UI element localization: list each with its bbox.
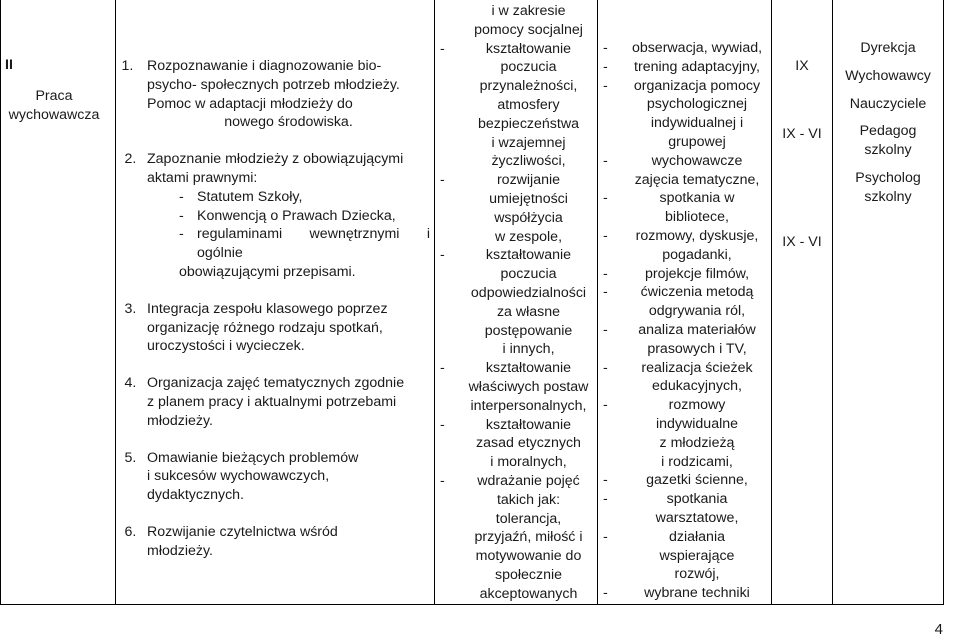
objective-line: młodzieży. <box>147 542 213 559</box>
form-line: - obserwacja, wywiad, <box>603 40 763 56</box>
objective-line: Zapoznanie młodzieży z obowiązującymi <box>147 151 404 168</box>
responsible-item: Pedagog szkolny <box>859 123 917 159</box>
objective-line: z planem pracy i aktualnymi potrzebami <box>147 393 397 410</box>
form-line: odgrywania ról, <box>648 303 746 320</box>
task-line: - wdrażanie pojęć <box>440 472 580 489</box>
form-line: - spotkania <box>603 491 728 508</box>
form-line: - ćwiczenia metodą <box>603 284 754 301</box>
tasks-cell <box>435 0 598 604</box>
tasks-intro-line: pomocy socjalnej <box>474 21 583 38</box>
section-title-line1: Praca <box>35 87 73 104</box>
page-number: 4 <box>934 621 943 639</box>
sub-item: Konwencją o Prawach Dziecka, <box>197 207 396 224</box>
task-line: i moralnych, <box>490 454 567 471</box>
form-line: bibliotece, <box>665 209 729 226</box>
objective-number: 6. <box>124 523 137 540</box>
responsible-item: Psycholog szkolny <box>855 169 921 205</box>
form-line: edukacyjnych, <box>652 378 742 395</box>
tasks-intro-line: i w zakresie <box>491 3 566 19</box>
sub-item: obowiązującymi przepisami. <box>179 263 356 280</box>
section-title-line2: wychowawcza <box>8 106 100 123</box>
term-3: IX - VI <box>782 233 822 250</box>
task-line: - kształtowanie <box>440 416 572 433</box>
objective-line: psycho- społecznych potrzeb młodzieży. <box>147 76 400 93</box>
responsible-item: Nauczyciele <box>849 95 927 112</box>
form-line: - rozmowy, dyskusje, <box>603 227 759 244</box>
responsible-item: Wychowawcy <box>845 67 931 84</box>
form-line: indywidualne <box>655 415 739 432</box>
responsible-cell <box>833 0 944 604</box>
form-line: - gazetki ścienne, <box>603 472 748 489</box>
form-line: warsztatowe, <box>655 509 739 526</box>
sub-item: regulaminami wewnętrznymi i ogólnie <box>197 226 430 262</box>
objective-line: dydaktycznych. <box>147 487 244 504</box>
objectives-cell <box>116 0 435 604</box>
form-line: - działania <box>603 528 725 545</box>
objective-number: 5. <box>124 449 137 466</box>
objective-line: organizację różnego rodzaju spotkań, <box>147 319 383 336</box>
task-line: społecznie <box>494 566 563 583</box>
objective-line: młodzieży. <box>147 412 213 429</box>
terms-cell <box>772 0 833 604</box>
form-line: grupowej <box>668 133 726 150</box>
objective-line: nowego środowiska. <box>224 114 353 131</box>
objective-2: 2. Zapoznanie młodzieży z obowiązującymi aktami prawnymi: - Statutem Szkoły, - Konwencją o Prawach Dziecka, - regulaminami wewnętrznymi i ogólnie obowiązującymi przepisami. <box>116 150 434 282</box>
task-line: motywowanie do <box>475 548 582 565</box>
responsible-item: Dyrekcja <box>860 40 916 56</box>
objective-4 <box>116 374 434 430</box>
term-1: IX <box>795 58 809 74</box>
task-line: właściwych postaw <box>468 378 589 395</box>
objective-line: Omawianie bieżących problemów <box>147 449 359 466</box>
task-line: poczucia <box>500 266 557 283</box>
form-line: i rodzicami, <box>661 453 733 470</box>
form-line: zajęcia tematyczne, <box>634 171 760 188</box>
task-line: życzliwości, <box>491 153 566 170</box>
task-line: zasad etycznych <box>476 435 581 452</box>
section-cell <box>1 0 116 604</box>
form-line: - realizacja ścieżek <box>603 359 753 376</box>
form-line: indywidualnej i <box>650 115 744 132</box>
objective-6 <box>116 523 434 561</box>
task-line: takich jak: <box>496 491 561 508</box>
objective-line: Organizacja zajęć tematycznych zgodnie <box>147 375 405 392</box>
form-line: prasowych i TV, <box>647 340 747 357</box>
task-line: i wzajemnej <box>491 134 566 151</box>
task-line: odpowiedzialności <box>470 284 587 301</box>
task-line: - kształtowanie <box>440 360 572 377</box>
task-line: postępowanie <box>484 322 573 339</box>
form-line: - projekcje filmów, <box>603 265 750 282</box>
objective-line: i sukcesów wychowawczych, <box>147 468 330 485</box>
form-line: wspierające <box>659 547 735 564</box>
form-line: - rozmowy <box>603 397 726 414</box>
task-line: akceptowanych <box>479 585 578 602</box>
form-line: - spotkania w <box>603 190 735 207</box>
task-line: - kształtowanie <box>440 247 572 264</box>
task-line: przyjaźń, miłość i <box>474 529 583 546</box>
objective-line: Rozpoznawanie i diagnozowanie bio- <box>147 58 382 74</box>
form-line: z młodzieżą <box>659 434 735 451</box>
objective-line: Rozwijanie czytelnictwa wśród <box>147 523 338 540</box>
form-line: - organizacja pomocy <box>603 77 761 94</box>
objective-1 <box>116 57 434 132</box>
task-line: - kształtowanie <box>440 40 572 57</box>
objective-number: 1. <box>121 58 134 74</box>
objective-line: Pomoc w adaptacji młodzieży do <box>147 95 353 112</box>
sub-item: Statutem Szkoły, <box>197 188 303 205</box>
objective-line: uroczystości i wycieczek. <box>147 338 305 355</box>
objective-5 <box>116 449 434 505</box>
form-line: - analiza materiałów <box>603 321 756 338</box>
form-line: rozwój, <box>674 566 720 583</box>
objective-number: 3. <box>124 300 137 317</box>
task-line: za własne <box>496 303 561 320</box>
section-number: II <box>5 57 13 73</box>
task-line: bezpieczeństwa <box>478 115 579 132</box>
task-line: interpersonalnych, <box>470 397 587 414</box>
form-line: pogadanki, <box>662 246 732 263</box>
task-line: w zespole, <box>494 228 563 245</box>
task-line: tolerancja, <box>495 510 562 527</box>
forms-list <box>598 0 771 603</box>
objective-line: Integracja zespołu klasowego poprzez <box>147 300 388 317</box>
task-line: przynależności, <box>479 78 578 95</box>
form-line: psychologicznej <box>646 96 748 113</box>
tasks-list <box>435 40 597 604</box>
term-2: IX - VI <box>782 125 822 142</box>
forms-cell <box>598 0 772 604</box>
task-line: umiejętności <box>489 190 568 207</box>
objective-3 <box>116 300 434 356</box>
task-line: poczucia <box>500 59 557 76</box>
task-line: i innych, <box>502 341 555 358</box>
objective-number: 2. <box>124 151 137 168</box>
task-line: - rozwijanie <box>440 172 561 189</box>
form-line: - trening adaptacyjny, <box>603 58 760 75</box>
form-line: - wybrane techniki <box>603 585 750 602</box>
form-line: - wychowawcze <box>603 152 743 169</box>
objective-number: 4. <box>124 375 137 392</box>
task-line: atmosfery <box>497 96 560 113</box>
task-line: współżycia <box>494 209 563 226</box>
objective-line: aktami prawnymi: <box>147 169 258 186</box>
